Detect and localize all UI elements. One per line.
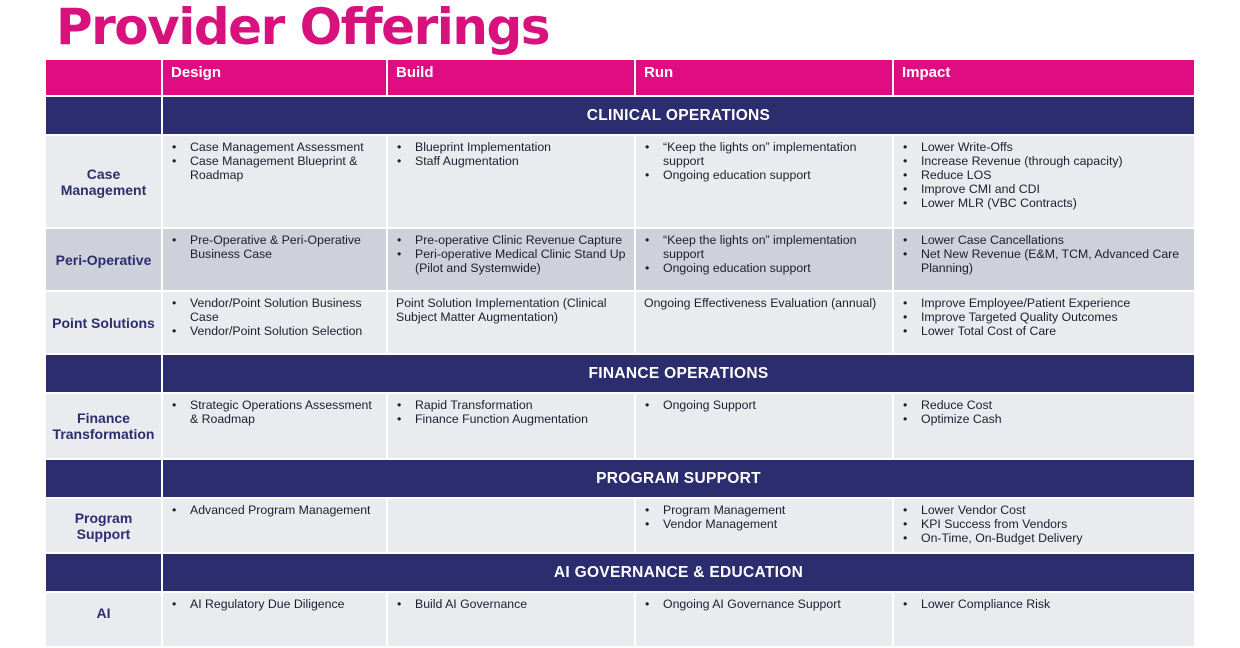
build-cell xyxy=(388,499,636,554)
row-label: Program Support xyxy=(46,499,163,554)
run-text: Ongoing Effectiveness Evaluation (annual) xyxy=(644,296,877,310)
section-row-finance-operations xyxy=(46,355,1194,394)
build-text: Point Solution Implementation (Clinical Subject Matter Augmentation) xyxy=(396,296,607,324)
impact-cell xyxy=(894,593,1194,648)
list-item: • Strategic Operations Assessment & Roadmap xyxy=(171,398,380,426)
list-item: • Vendor/Point Solution Selection xyxy=(171,324,380,338)
row-ai xyxy=(46,593,1194,648)
impact-cell xyxy=(894,499,1194,554)
section-row-program-support xyxy=(46,460,1194,499)
run-cell xyxy=(636,229,894,292)
list-item: • Blueprint Implementation xyxy=(396,140,628,154)
run-cell xyxy=(636,394,894,460)
header-design: Design xyxy=(163,60,388,97)
run-cell xyxy=(636,136,894,229)
list-item: • Ongoing AI Governance Support xyxy=(644,597,886,611)
bullet-list xyxy=(171,233,380,261)
list-item: • Lower Case Cancellations xyxy=(902,233,1188,247)
section-blank xyxy=(46,460,163,499)
section-blank xyxy=(46,554,163,593)
bullet-list xyxy=(396,597,628,611)
list-item: • Optimize Cash xyxy=(902,412,1188,426)
list-item: • On-Time, On-Budget Delivery xyxy=(902,531,1188,545)
section-row-ai-governance xyxy=(46,554,1194,593)
list-item: • Lower MLR (VBC Contracts) xyxy=(902,196,1188,210)
header-run: Run xyxy=(636,60,894,97)
row-point-solutions xyxy=(46,292,1194,355)
list-item: • Vendor/Point Solution Business Case xyxy=(171,296,380,324)
header-impact: Impact xyxy=(894,60,1194,97)
row-label: AI xyxy=(46,593,163,648)
bullet-list xyxy=(902,296,1188,338)
bullet-list xyxy=(171,296,380,338)
bullet-list xyxy=(902,503,1188,545)
bullet-list xyxy=(644,233,886,275)
build-cell xyxy=(388,292,636,355)
bullet-list xyxy=(902,398,1188,426)
header-build: Build xyxy=(388,60,636,97)
list-item: • Ongoing Support xyxy=(644,398,886,412)
list-item: • Lower Vendor Cost xyxy=(902,503,1188,517)
section-row-clinical-operations xyxy=(46,97,1194,136)
build-cell xyxy=(388,229,636,292)
list-item: • Improve CMI and CDI xyxy=(902,182,1188,196)
row-finance-transformation xyxy=(46,394,1194,460)
section-label: AI GOVERNANCE & EDUCATION xyxy=(163,554,1194,593)
impact-cell xyxy=(894,394,1194,460)
bullet-list xyxy=(644,398,886,412)
bullet-list xyxy=(396,398,628,426)
list-item: • Increase Revenue (through capacity) xyxy=(902,154,1188,168)
list-item: • Advanced Program Management xyxy=(171,503,380,517)
list-item: • Net New Revenue (E&M, TCM, Advanced Care Planning) xyxy=(902,247,1188,275)
run-cell xyxy=(636,593,894,648)
list-item: • Pre-operative Clinic Revenue Capture xyxy=(396,233,628,247)
list-item: • Vendor Management xyxy=(644,517,886,531)
list-item: • Staff Augmentation xyxy=(396,154,628,168)
build-cell xyxy=(388,394,636,460)
section-label: PROGRAM SUPPORT xyxy=(163,460,1194,499)
list-item: • Reduce Cost xyxy=(902,398,1188,412)
page-title: Provider Offerings xyxy=(56,0,550,56)
design-cell xyxy=(163,229,388,292)
row-peri-operative xyxy=(46,229,1194,292)
list-item: • Rapid Transformation xyxy=(396,398,628,412)
bullet-list xyxy=(902,597,1188,611)
bullet-list xyxy=(644,140,886,182)
design-cell xyxy=(163,394,388,460)
build-cell xyxy=(388,593,636,648)
bullet-list xyxy=(396,140,628,168)
bullet-list xyxy=(171,503,380,517)
row-label: Peri-Operative xyxy=(46,229,163,292)
list-item: • Peri-operative Medical Clinic Stand Up (Pilot and Systemwide) xyxy=(396,247,628,275)
section-label: CLINICAL OPERATIONS xyxy=(163,97,1194,136)
bullet-list xyxy=(396,233,628,275)
impact-cell xyxy=(894,136,1194,229)
list-item: • Improve Targeted Quality Outcomes xyxy=(902,310,1188,324)
list-item: • Ongoing education support xyxy=(644,168,886,182)
column-header-row xyxy=(46,60,1194,97)
bullet-list xyxy=(171,597,380,611)
impact-cell xyxy=(894,229,1194,292)
bullet-list xyxy=(902,140,1188,210)
list-item: • “Keep the lights on” implementation support xyxy=(644,140,886,168)
list-item: • Reduce LOS xyxy=(902,168,1188,182)
impact-cell xyxy=(894,292,1194,355)
row-program-support xyxy=(46,499,1194,554)
list-item: • “Keep the lights on” implementation support xyxy=(644,233,886,261)
row-label: Point Solutions xyxy=(46,292,163,355)
list-item: • Program Management xyxy=(644,503,886,517)
design-cell xyxy=(163,499,388,554)
section-label: FINANCE OPERATIONS xyxy=(163,355,1194,394)
list-item: • Case Management Assessment xyxy=(171,140,380,154)
list-item: • Lower Compliance Risk xyxy=(902,597,1188,611)
header-blank xyxy=(46,60,163,97)
list-item: • AI Regulatory Due Diligence xyxy=(171,597,380,611)
bullet-list xyxy=(171,398,380,426)
bullet-list xyxy=(644,597,886,611)
bullet-list xyxy=(902,233,1188,275)
bullet-list xyxy=(644,503,886,531)
list-item: • KPI Success from Vendors xyxy=(902,517,1188,531)
section-blank xyxy=(46,355,163,394)
list-item: • Ongoing education support xyxy=(644,261,886,275)
list-item: • Lower Total Cost of Care xyxy=(902,324,1188,338)
list-item: • Improve Employee/Patient Experience xyxy=(902,296,1188,310)
offerings-table xyxy=(46,60,1194,648)
bullet-list xyxy=(171,140,380,182)
run-cell xyxy=(636,292,894,355)
list-item: • Pre-Operative & Peri-Operative Business Case xyxy=(171,233,380,261)
section-blank xyxy=(46,97,163,136)
row-case-management xyxy=(46,136,1194,229)
list-item: • Build AI Governance xyxy=(396,597,628,611)
list-item: • Finance Function Augmentation xyxy=(396,412,628,426)
build-cell xyxy=(388,136,636,229)
design-cell xyxy=(163,292,388,355)
design-cell xyxy=(163,593,388,648)
row-label: Finance Transformation xyxy=(46,394,163,460)
run-cell xyxy=(636,499,894,554)
list-item: • Case Management Blueprint & Roadmap xyxy=(171,154,380,182)
row-label: Case Management xyxy=(46,136,163,229)
design-cell xyxy=(163,136,388,229)
list-item: • Lower Write-Offs xyxy=(902,140,1188,154)
